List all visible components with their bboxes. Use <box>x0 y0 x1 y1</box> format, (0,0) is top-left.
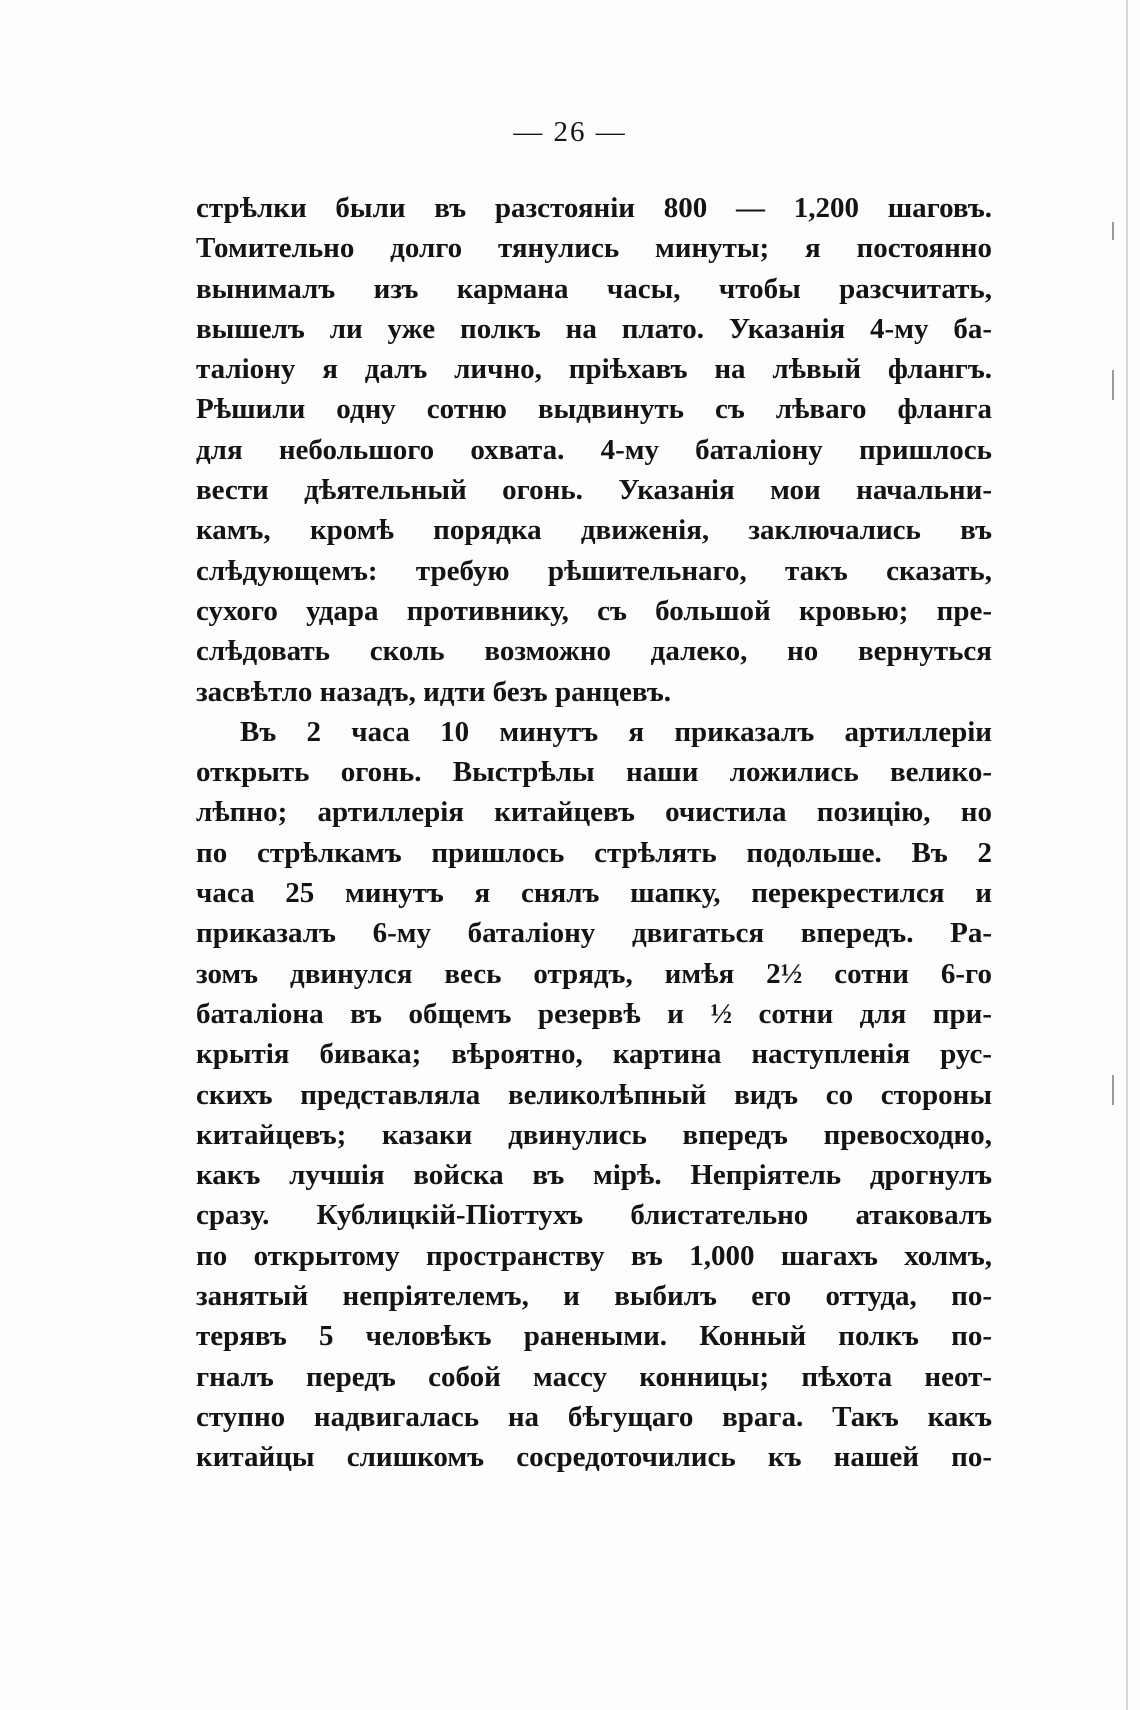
text-line: сухого удара противнику, съ большой кровью; пре- <box>196 594 992 627</box>
text-line: слѣдовать сколь возможно далеко, но вернуться <box>196 635 992 668</box>
text-line: открыть огонь. Выстрѣлы наши ложились велико- <box>196 756 992 789</box>
text-line: китайцы слишкомъ сосредоточились къ нашей по- <box>196 1441 992 1474</box>
text-line: терявъ 5 человѣкъ ранеными. Конный полкъ по- <box>196 1320 992 1353</box>
text-line: для небольшого охвата. 4-му баталіону пришлось <box>196 433 992 466</box>
page-number: — 26 — <box>513 116 627 148</box>
body-text <box>196 188 992 1478</box>
margin-mark <box>1112 222 1114 240</box>
text-line: Томительно долго тянулись минуты; я постоянно <box>196 232 992 265</box>
text-line: приказалъ 6-му баталіону двигаться впередъ. Ра- <box>196 917 992 950</box>
page-edge-shadow <box>1126 0 1128 1710</box>
paragraph-start-line: Въ 2 часа 10 минутъ я приказалъ артиллеріи <box>240 715 992 748</box>
text-line: ступно надвигалась на бѣгущаго врага. Такъ какъ <box>196 1400 992 1433</box>
text-line: вести дѣятельный огонь. Указанія мои начальни- <box>196 474 992 507</box>
text-line: часа 25 минутъ я снялъ шапку, перекрестился и <box>196 877 992 910</box>
text-line: сразу. Кублицкій-Піоттухъ блистательно атаковалъ <box>196 1199 992 1232</box>
text-line: гналъ передъ собой массу конницы; пѣхота неот- <box>196 1360 992 1393</box>
text-line: занятый непріятелемъ, и выбилъ его оттуда, по- <box>196 1280 992 1313</box>
text-line: скихъ представляла великолѣпный видъ со стороны <box>196 1078 992 1111</box>
text-line: баталіона въ общемъ резервѣ и ½ сотни для при- <box>196 997 992 1030</box>
text-line: по открытому пространству въ 1,000 шагахъ холмъ, <box>196 1239 992 1272</box>
margin-mark <box>1112 1075 1114 1105</box>
text-line: по стрѣлкамъ пришлось стрѣлять подольше. Въ 2 <box>196 836 992 869</box>
text-line: какъ лучшія войска въ мірѣ. Непріятель дрогнулъ <box>196 1159 992 1192</box>
text-line: вынималъ изъ кармана часы, чтобы разсчитать, <box>196 272 992 305</box>
text-line: китайцевъ; казаки двинулись впередъ превосходно, <box>196 1118 992 1151</box>
text-line: камъ, кромѣ порядка движенія, заключались въ <box>196 514 992 547</box>
margin-mark <box>1112 370 1114 400</box>
text-line: крытія бивака; вѣроятно, картина наступленія рус- <box>196 1038 992 1071</box>
text-line: лѣпно; артиллерія китайцевъ очистила позицію, но <box>196 796 992 829</box>
text-line: таліону я далъ лично, пріѣхавъ на лѣвый флангъ. <box>196 353 992 386</box>
text-line: Рѣшили одну сотню выдвинуть съ лѣваго фланга <box>196 393 992 426</box>
text-line: слѣдующемъ: требую рѣшительнаго, такъ сказать, <box>196 554 992 587</box>
text-line: стрѣлки были въ разстояніи 800 — 1,200 шаговъ. <box>196 192 992 224</box>
text-line: засвѣтло назадъ, идти безъ ранцевъ. <box>196 675 671 708</box>
text-line: зомъ двинулся весь отрядъ, имѣя 2½ сотни 6-го <box>196 957 992 990</box>
text-line: вышелъ ли уже полкъ на плато. Указанія 4-му ба- <box>196 312 992 345</box>
